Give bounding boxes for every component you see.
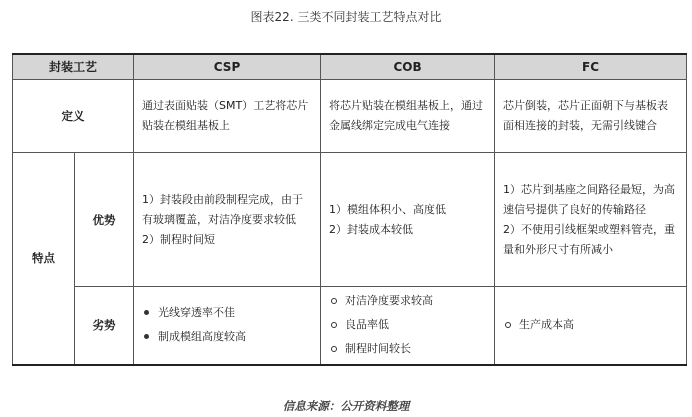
disadvantages-cob — [321, 287, 495, 365]
definition-label: 定义 — [13, 80, 134, 153]
source-note: 信息来源：公开资料整理 — [282, 399, 410, 413]
disadvantage-csp-1: 光线穿透率不佳 — [142, 303, 312, 323]
advantages-fc — [495, 153, 687, 287]
definition-fc: 芯片倒装，芯片正面朝下与基板表面相连接的封装，无需引线键合 — [495, 80, 687, 153]
header-process: 封装工艺 — [13, 54, 134, 80]
advantages-label: 优势 — [75, 153, 134, 287]
disadvantage-cob-2: 良品率低 — [329, 315, 486, 335]
header-fc: FC — [495, 54, 687, 80]
definition-row — [13, 80, 687, 153]
advantage-cob-2: 2）封装成本较低 — [329, 222, 414, 236]
header-row — [13, 54, 687, 80]
advantage-fc-1: 1）芯片到基座之间路径最短，为高速信号提供了良好的传输路径 — [503, 182, 676, 216]
advantages-cob — [321, 153, 495, 287]
header-csp: CSP — [134, 54, 321, 80]
disadvantage-cob-1: 对洁净度要求较高 — [329, 291, 486, 311]
advantage-csp-2: 2）制程时间短 — [142, 232, 216, 246]
advantage-fc-2: 2）不使用引线框架或塑料管壳，重量和外形尺寸有所减小 — [503, 222, 676, 256]
disadvantages-fc — [495, 287, 687, 365]
advantage-csp-1: 1）封装段由前段制程完成，由于有玻璃覆盖，对洁净度要求较低 — [142, 192, 304, 226]
advantage-cob-1: 1）模组体积小、高度低 — [329, 202, 447, 216]
disadvantage-cob-3: 制程时间较长 — [329, 339, 486, 359]
header-cob: COB — [321, 54, 495, 80]
feature-label: 特点 — [13, 153, 75, 365]
advantages-row — [13, 153, 687, 287]
figure-title: 图表22. 三类不同封装工艺特点对比 — [250, 10, 442, 24]
advantages-csp — [134, 153, 321, 287]
disadvantage-csp-2: 制成模组高度较高 — [142, 327, 312, 347]
disadvantages-csp — [134, 287, 321, 365]
comparison-table — [12, 53, 687, 366]
disadvantages-row — [13, 287, 687, 365]
disadvantage-fc-1: 生产成本高 — [503, 315, 678, 335]
disadvantages-label: 劣势 — [75, 287, 134, 365]
definition-csp: 通过表面贴装（SMT）工艺将芯片贴装在模组基板上 — [134, 80, 321, 153]
definition-cob: 将芯片贴装在模组基板上，通过金属线绑定完成电气连接 — [321, 80, 495, 153]
